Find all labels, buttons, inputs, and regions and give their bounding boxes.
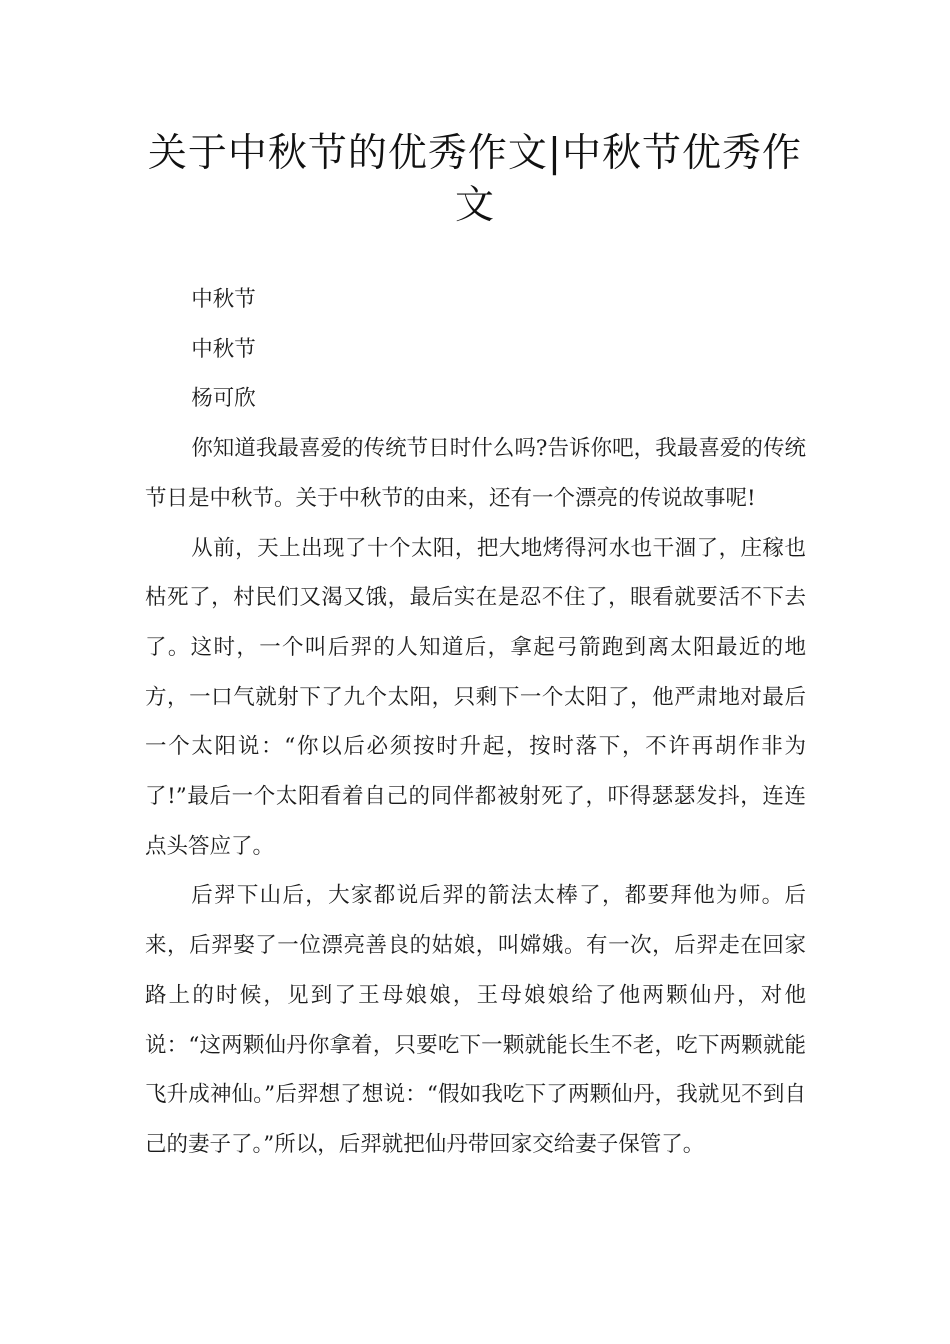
- author-name: 杨可欣: [191, 386, 256, 412]
- paragraph-heading: 中秋节: [191, 287, 256, 312]
- paragraph: 从前，天上出现了十个太阳，把大地烤得河水也干涸了，庄稼也枯死了，村民们又渴又饿，最后实在是忍不住了，眼看就要活不下去了。这时，一个叫后羿的人知道后，拿起弓箭跑到离太阳最近的地方，一口气就射下了九个太阳，只剩下一个太阳了，他严肃地对最后一个太阳说：“你以后必须按时升起，按时落下，不许再胡作非为了!”最后一个太阳看着自己的同伴都被射死了，吓得瑟瑟发抖，连连点头答应了。: [145, 535, 806, 859]
- document-title: 关于中秋节的优秀作文|中秋节优秀作文: [147, 131, 803, 228]
- paragraph: 你知道我最喜爱的传统节日时什么吗?告诉你吧，我最喜爱的传统节日是中秋节。关于中秋节的由来，还有一个漂亮的传说故事呢!: [145, 436, 806, 511]
- paragraph: 后羿下山后，大家都说后羿的箭法太棒了，都要拜他为师。后来，后羿娶了一位漂亮善良的姑娘，叫嫦娥。有一次，后羿走在回家路上的时候，见到了王母娘娘，王母娘娘给了他两颗仙丹，对他说：“这两颗仙丹你拿着，只要吃下一颗就能长生不老，吃下两颗就能飞升成神仙。”后羿想了想说：“假如我吃下了两颗仙丹，我就见不到自己的妻子了。”所以，后羿就把仙丹带回家交给妻子保管了。: [145, 883, 806, 1157]
- paragraph-subheading: 中秋节: [191, 336, 256, 362]
- document-body: [145, 275, 806, 1170]
